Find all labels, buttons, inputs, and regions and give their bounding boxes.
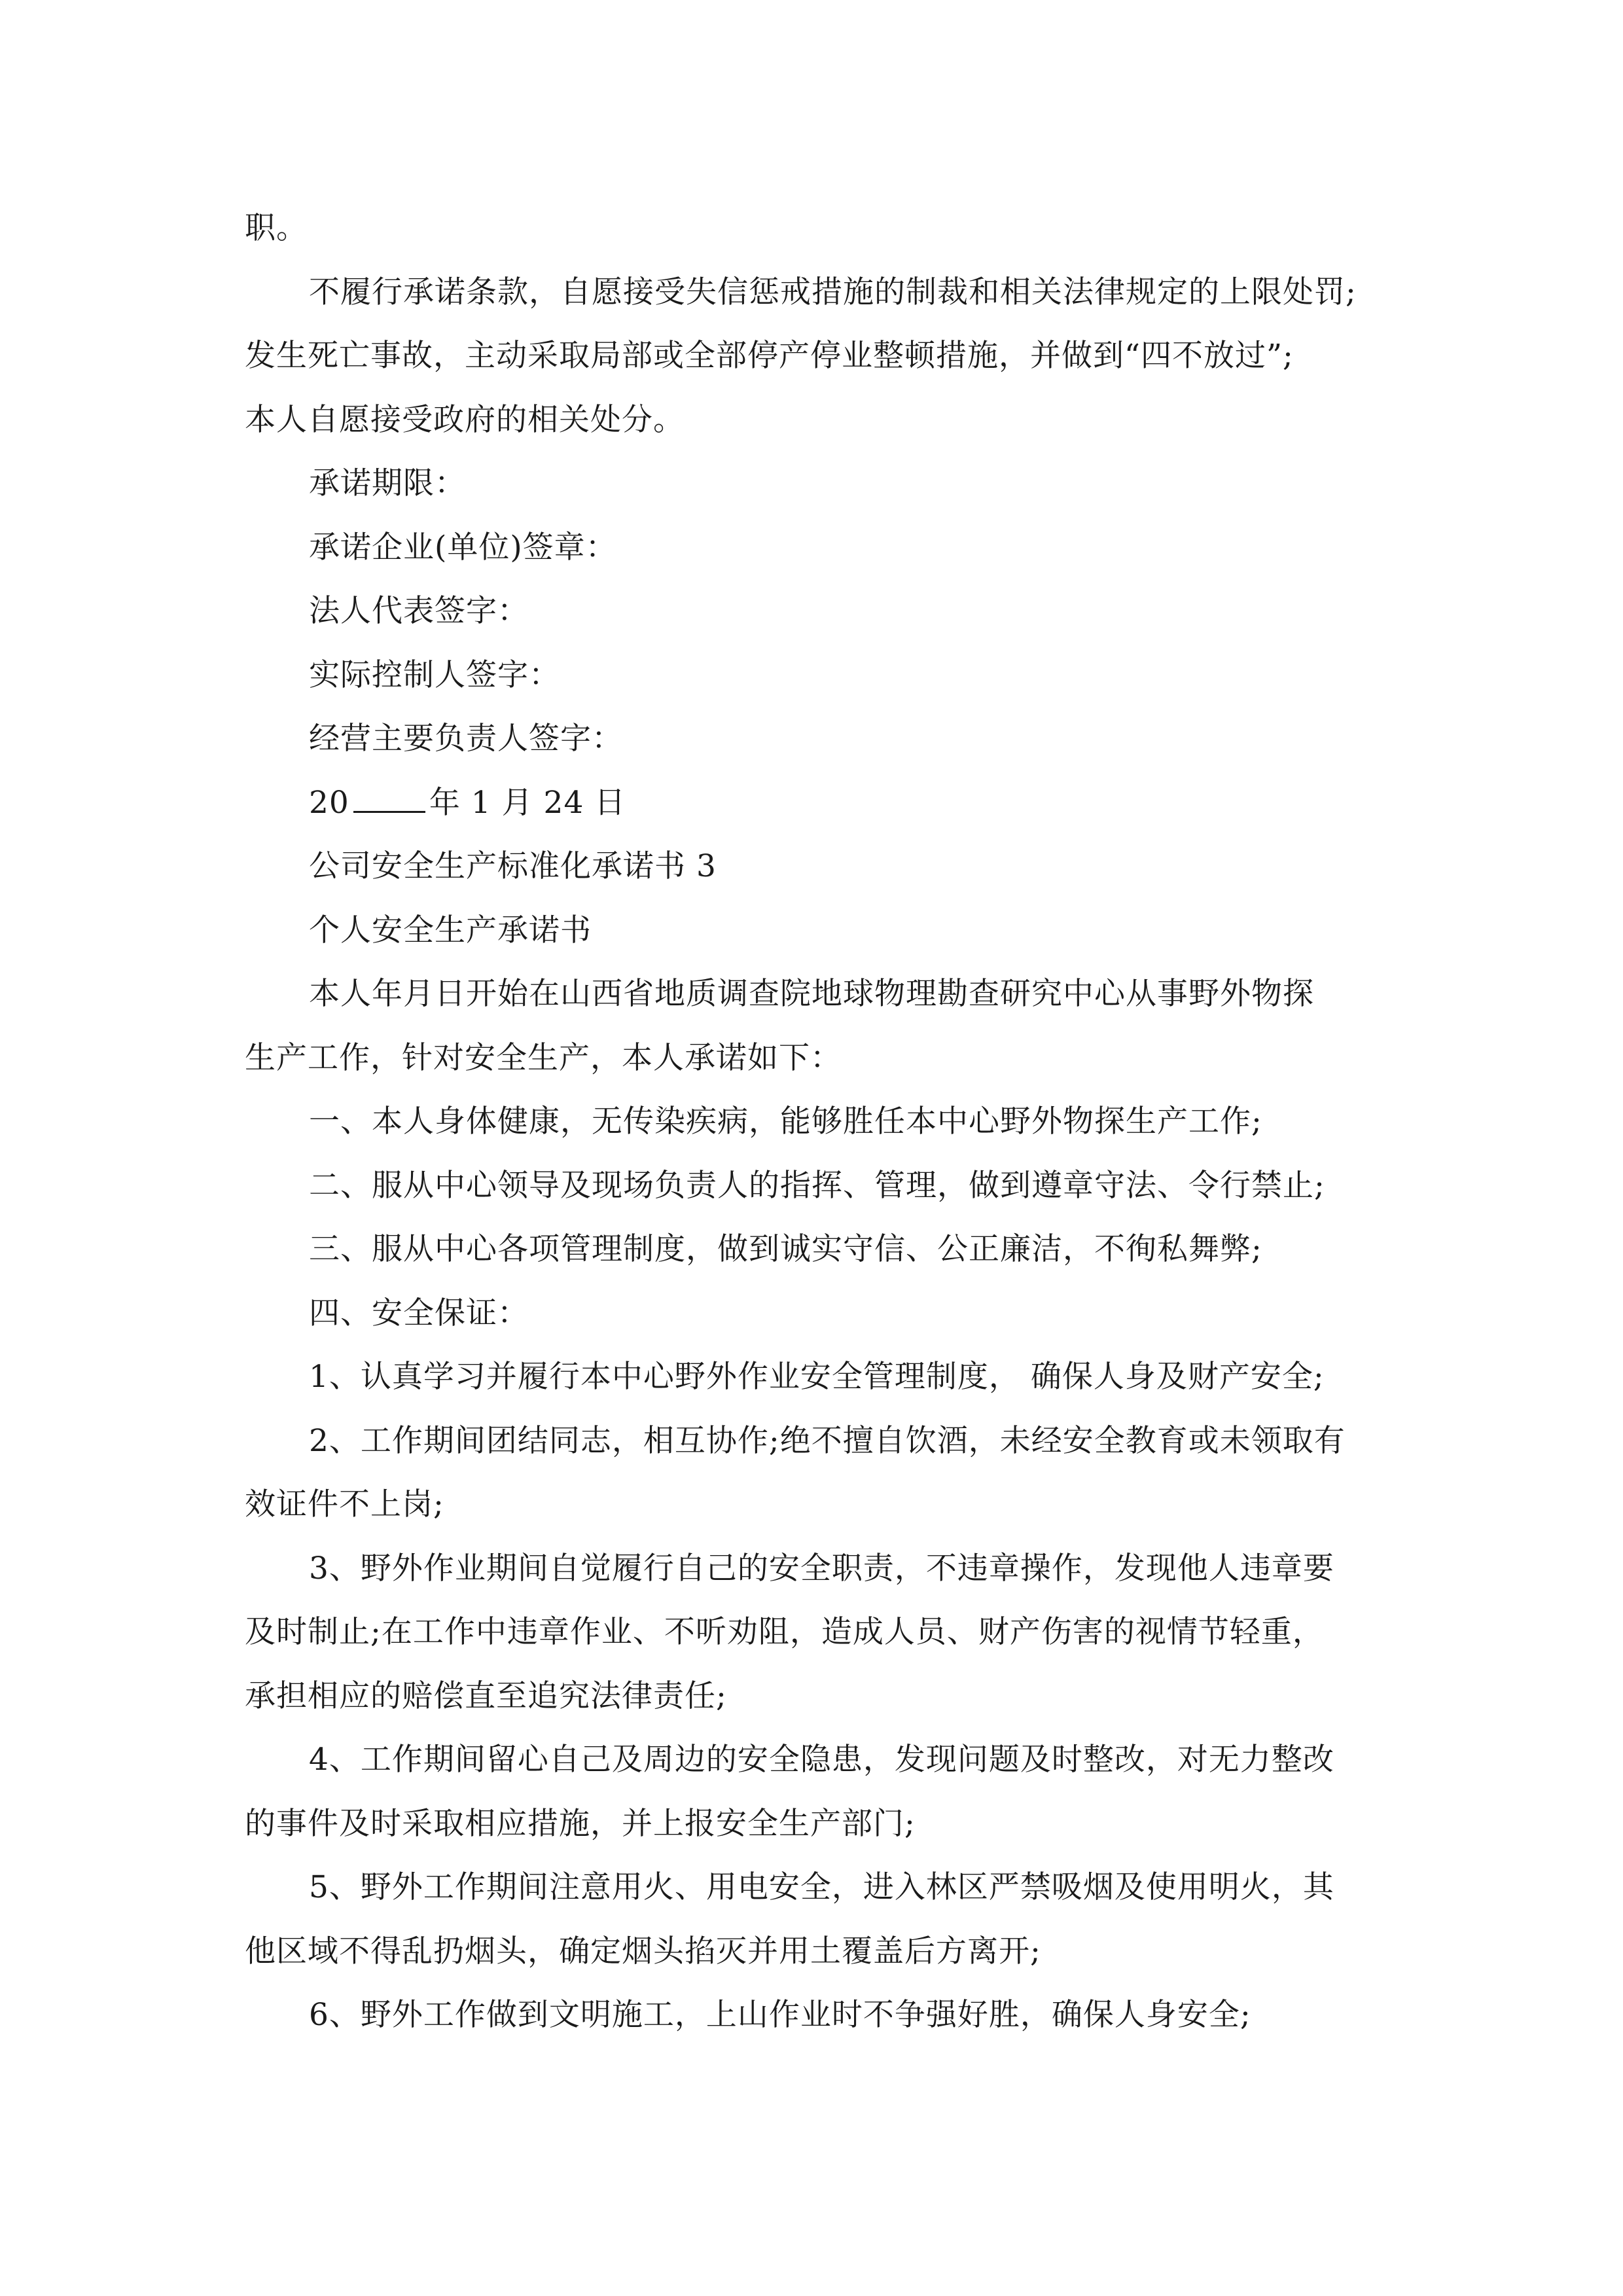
date-prefix: 20 — [309, 784, 349, 821]
list-item: 1、认真学习并履行本中心野外作业安全管理制度， 确保人身及财产安全; — [309, 1359, 1325, 1395]
list-item: 三、服从中心各项管理制度，做到诚实守信、公正廉洁，不徇私舞弊; — [309, 1231, 1262, 1267]
text-line: 本人年月日开始在山西省地质调查院地球物理勘查研究中心从事野外物探 — [309, 976, 1314, 1012]
section-title: 公司安全生产标准化承诺书 3 — [309, 848, 717, 884]
text-line: 及时制止;在工作中违章作业、不听劝阻，造成人员、财产伤害的视情节轻重， — [245, 1614, 1324, 1650]
date-line — [245, 771, 1383, 835]
text-line: 本人自愿接受政府的相关处分。 — [245, 401, 685, 438]
date-suffix: 年 1 月 24 日 — [429, 784, 626, 821]
list-item: 二、服从中心领导及现场负责人的指挥、管理，做到遵章守法、令行禁止; — [309, 1167, 1325, 1204]
text-line: 他区域不得乱扔烟头，确定烟头掐灭并用土覆盖后方离开; — [245, 1933, 1041, 1969]
list-item: 一、本人身体健康，无传染疾病，能够胜任本中心野外物探生产工作; — [309, 1103, 1262, 1139]
list-item: 5、野外工作期间注意用火、用电安全，进入林区严禁吸烟及使用明火，其 — [309, 1869, 1334, 1905]
list-item: 6、野外工作做到文明施工，上山作业时不争强好胜，确保人身安全; — [309, 1997, 1251, 2033]
legal-rep-signature-label: 法人代表签字： — [309, 593, 529, 629]
company-seal-label: 承诺企业(单位)签章： — [309, 529, 617, 565]
text-line: 承担相应的赔偿直至追究法律责任; — [245, 1677, 727, 1714]
commitment-period-label: 承诺期限： — [309, 465, 466, 501]
manager-signature-label: 经营主要负责人签字： — [309, 721, 623, 757]
text-line: 职。 — [245, 210, 308, 246]
controller-signature-label: 实际控制人签字： — [309, 656, 560, 693]
list-item: 4、工作期间留心自己及周边的安全隐患，发现问题及时整改，对无力整改 — [309, 1742, 1334, 1778]
list-item: 2、工作期间团结同志，相互协作;绝不擅自饮酒，未经安全教育或未领取有 — [309, 1422, 1346, 1459]
text-line: 发生死亡事故，主动采取局部或全部停产停业整顿措施，并做到“四不放过”; — [245, 338, 1294, 374]
list-item: 四、安全保证： — [309, 1295, 529, 1331]
text-line: 效证件不上岗; — [245, 1486, 444, 1522]
list-item: 3、野外作业期间自觉履行自己的安全职责，不违章操作，发现他人违章要 — [309, 1550, 1334, 1587]
text-line: 的事件及时采取相应措施，并上报安全生产部门; — [245, 1805, 916, 1842]
document-title: 个人安全生产承诺书 — [309, 912, 592, 948]
document-page — [245, 196, 1383, 2047]
text-line: 不履行承诺条款，自愿接受失信惩戒措施的制裁和相关法律规定的上限处罚; — [309, 274, 1357, 310]
year-blank — [353, 787, 425, 813]
text-line: 生产工作，针对安全生产，本人承诺如下： — [245, 1039, 842, 1076]
